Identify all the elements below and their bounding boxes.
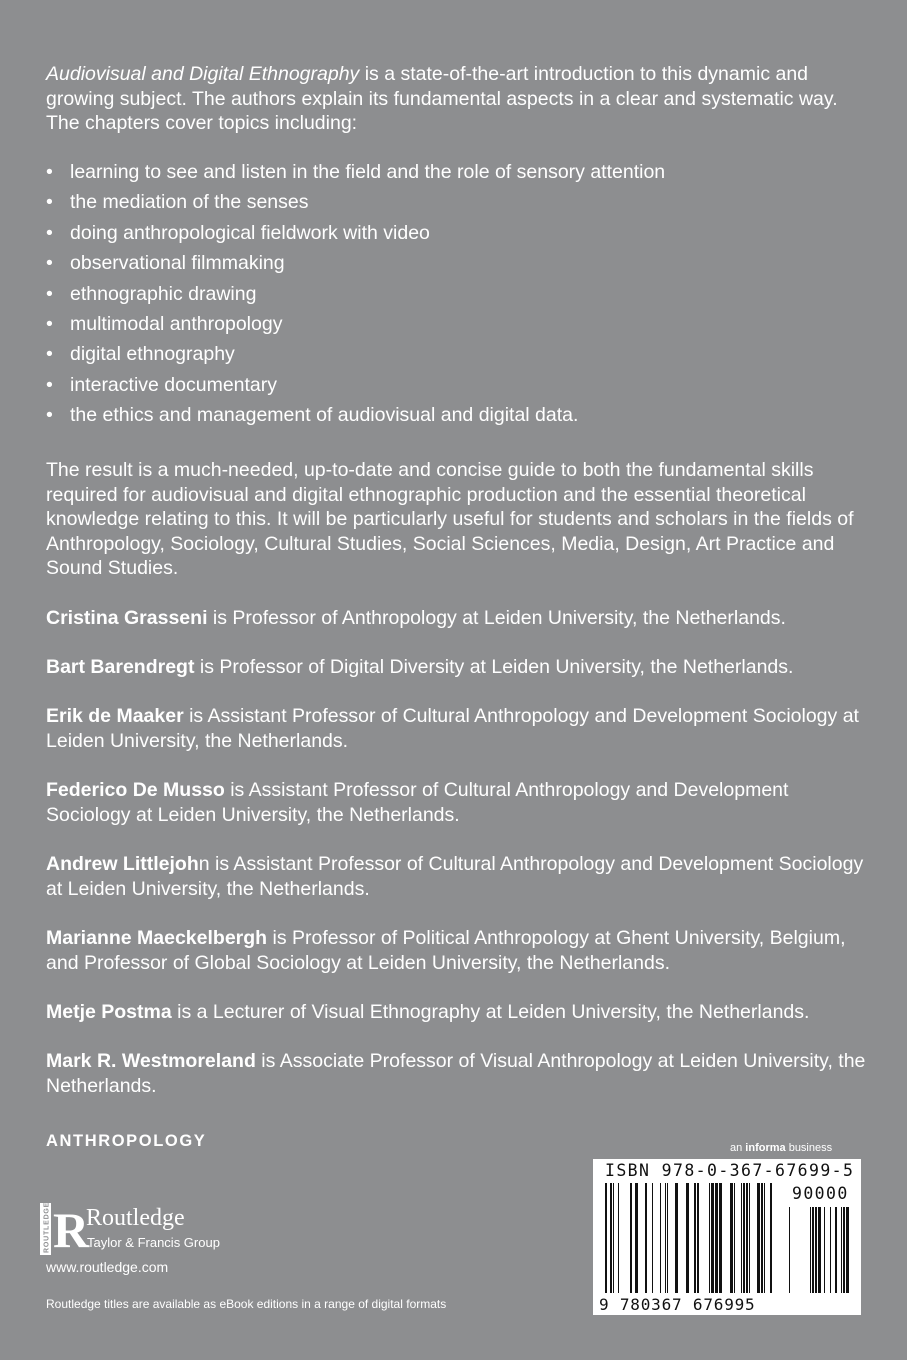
author-bio: Federico De Musso is Assistant Professor of Cultural Anthropology and Development Sociology at Leiden University, the Netherlands. <box>46 779 789 826</box>
barcode-bar <box>841 1207 842 1293</box>
barcode-bar <box>618 1183 619 1293</box>
bullet-icon: • <box>46 312 53 335</box>
barcode-bar <box>675 1183 678 1293</box>
bullet-icon: • <box>46 343 53 366</box>
barcode-bar <box>610 1183 612 1293</box>
barcode-bar <box>652 1183 653 1293</box>
barcode-bar <box>715 1183 718 1293</box>
list-item: • doing anthropological fieldwork with video <box>46 221 430 244</box>
barcode-bar <box>686 1183 689 1293</box>
list-item: • observational filmmaking <box>46 252 285 275</box>
list-item: • digital ethnography <box>46 343 235 366</box>
ean-number: 9 780367 676995 <box>599 1295 756 1314</box>
barcode-bar <box>812 1207 814 1293</box>
book-title: Audiovisual and Digital Ethnography <box>46 63 360 85</box>
barcode-bar <box>734 1183 735 1293</box>
author-name: Andrew Littlejoh <box>46 853 199 875</box>
author-name: Erik de Maaker <box>46 705 184 727</box>
author-bio: Metje Postma is a Lecturer of Visual Ethnography at Leiden University, the Netherlands. <box>46 1001 810 1023</box>
barcode-bar <box>741 1183 742 1293</box>
barcode-bar <box>711 1183 714 1293</box>
informa-tagline: an informa business <box>730 1142 833 1154</box>
barcode-bar <box>835 1207 837 1293</box>
publisher-url[interactable]: www.routledge.com <box>46 1259 169 1275</box>
barcode-bar <box>665 1183 666 1293</box>
intro-text: is a state-of-the-art introduction to this dynamic and growing subject. The authors explain its fundamental aspects in a clear and systematic way. The chapters cover topics including: <box>46 63 838 134</box>
barcode-bar <box>697 1183 699 1293</box>
author-name: Cristina Grasseni <box>46 607 208 629</box>
author-name: Federico De Musso <box>46 779 225 801</box>
barcode-bar <box>605 1183 607 1293</box>
author-bio: Mark R. Westmoreland is Associate Professor of Visual Anthropology at Leiden University, the Netherlands. <box>46 1050 866 1097</box>
bullet-icon: • <box>46 282 53 305</box>
ebook-note: Routledge titles are available as eBook editions in a range of digital formats <box>46 1297 447 1311</box>
list-item: • learning to see and listen in the field and the role of sensory attention <box>46 161 666 183</box>
barcode-bar <box>709 1183 710 1293</box>
list-item: • ethnographic drawing <box>46 282 257 305</box>
topic-list <box>46 159 866 433</box>
barcode-bar <box>824 1207 825 1293</box>
barcode-bar <box>843 1207 845 1293</box>
barcode-bar <box>818 1207 821 1293</box>
barcode-bar <box>719 1183 722 1293</box>
isbn-text: ISBN 978-0-367-67699-5 <box>605 1161 855 1180</box>
list-item: • the mediation of the senses <box>46 191 309 214</box>
list-item: • interactive documentary <box>46 373 278 396</box>
barcode-bar <box>810 1207 811 1293</box>
author-name: Bart Barendregt <box>46 656 195 678</box>
publisher-name: Routledge <box>86 1205 185 1231</box>
barcode-bar <box>749 1183 750 1293</box>
barcode-bar <box>789 1207 790 1293</box>
informa-brand: informa <box>745 1142 786 1154</box>
description-intro <box>46 62 866 136</box>
bullet-icon: • <box>46 161 53 183</box>
author-bio: Marianne Maeckelbergh is Professor of Political Anthropology at Ghent University, Belgium, and Professor of Global Sociology at Leiden University, the Netherlands. <box>46 927 846 974</box>
isbn-barcode <box>593 1159 861 1315</box>
author-bio: Erik de Maaker is Assistant Professor of Cultural Anthropology and Development Sociology at Leiden University, the Netherlands. <box>46 705 859 752</box>
barcode-bar <box>830 1207 831 1293</box>
author-bio: Cristina Grasseni is Professor of Anthropology at Leiden University, the Netherlands. <box>46 607 786 629</box>
barcode-bar <box>846 1207 849 1293</box>
logo-side-text: ROUTLEDGE <box>43 1201 51 1253</box>
barcode-bar <box>770 1183 772 1293</box>
subject-category: ANTHROPOLOGY <box>46 1132 207 1150</box>
bullet-icon: • <box>46 373 53 396</box>
barcode-bar <box>630 1183 632 1293</box>
barcode-bar <box>694 1183 696 1293</box>
barcode-bar <box>635 1183 638 1293</box>
bullet-icon: • <box>46 191 53 214</box>
list-item: • multimodal anthropology <box>46 312 283 335</box>
author-name: Mark R. Westmoreland <box>46 1050 256 1072</box>
barcode-bar <box>746 1183 748 1293</box>
barcode-bar <box>761 1183 763 1293</box>
author-name: Marianne Maeckelbergh <box>46 927 268 949</box>
barcode-bar <box>730 1183 733 1293</box>
price-code: 90000 <box>792 1184 849 1203</box>
list-item: • the ethics and management of audiovisual and digital data. <box>46 404 579 427</box>
bullet-icon: • <box>46 221 53 244</box>
barcode-bar <box>764 1183 765 1293</box>
barcode-bar <box>815 1207 817 1293</box>
barcode-bar <box>667 1183 668 1293</box>
logo-letter: R <box>53 1202 90 1258</box>
publisher-group: Taylor & Francis Group <box>87 1235 220 1250</box>
author-name: Metje Postma <box>46 1001 172 1023</box>
barcode-bar <box>757 1183 760 1293</box>
author-bio: Bart Barendregt is Professor of Digital Diversity at Leiden University, the Netherlands. <box>46 656 794 678</box>
author-bio: Andrew Littlejohn is Assistant Professor of Cultural Anthropology and Development Sociology at Leiden University, the Netherlands. <box>46 853 864 900</box>
barcode-bar <box>743 1183 745 1293</box>
result-paragraph: The result is a much-needed, up-to-date and concise guide to both the fundamental skills required for audiovisual and digital ethnographic production and the essential theoretical knowledge relating to this. It will be particularly useful for students and scholars in the fields of Anthropology, Sociology, Cultural Studies, Social Sciences, Media, Design, Art Practice and Sound Studies. <box>46 459 854 579</box>
barcode-bar <box>613 1183 614 1293</box>
bullet-icon: • <box>46 252 53 275</box>
barcode-bars <box>593 1159 861 1315</box>
barcode-bar <box>645 1183 647 1293</box>
barcode-bar <box>660 1183 661 1293</box>
bullet-icon: • <box>46 404 53 427</box>
routledge-logo-icon <box>40 1201 90 1258</box>
